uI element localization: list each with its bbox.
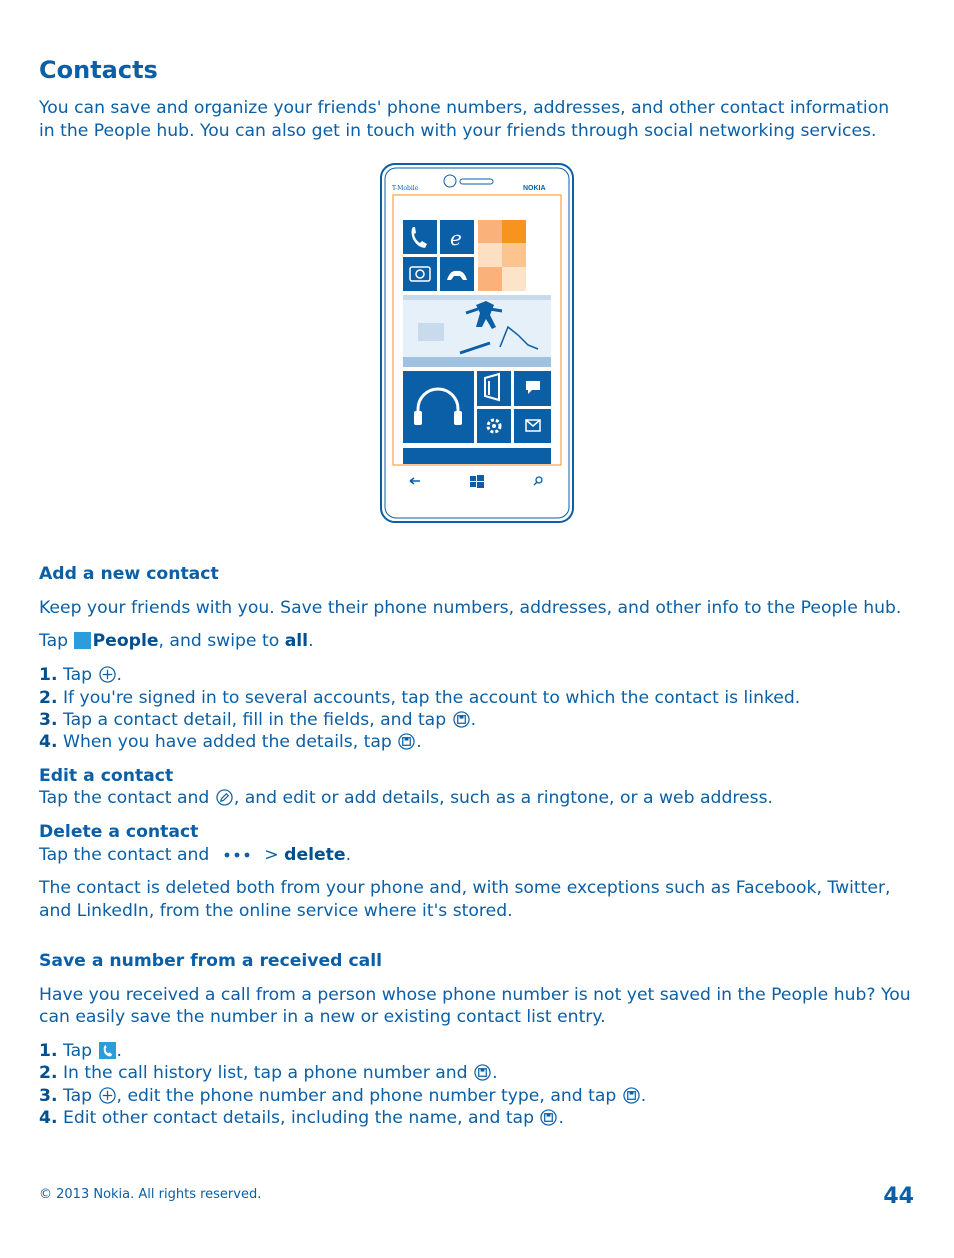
- add-icon: [99, 666, 116, 683]
- add-contact-paragraph: Keep your friends with you. Save their phone numbers, addresses, and other info to the People hub.: [39, 598, 902, 618]
- delete-note-line-1: The contact is deleted both from your phone and, with some exceptions such as Facebook, Twitter,: [39, 878, 891, 898]
- brand-label: NOKIA: [523, 185, 546, 192]
- edit-contact-line: Tap the contact and , and edit or add details, such as a ringtone, or a web address.: [39, 788, 773, 808]
- save-step-1: 1. Tap .: [39, 1041, 123, 1061]
- music-tile: [403, 371, 474, 443]
- phone-illustration: [380, 163, 574, 523]
- save-icon: [474, 1064, 491, 1081]
- more-icon: [215, 846, 259, 863]
- intro-line-1: You can save and organize your friends' phone numbers, addresses, and other contact information: [39, 98, 890, 118]
- save-step-2: 2. In the call history list, tap a phone number and .: [39, 1063, 498, 1083]
- save-icon: [453, 711, 470, 728]
- save-icon: [540, 1109, 557, 1126]
- save-step-4: 4. Edit other contact details, including the name, and tap .: [39, 1108, 564, 1128]
- phone-tile: [403, 220, 437, 254]
- edit-contact-heading: Edit a contact: [39, 766, 174, 786]
- save-number-heading: Save a number from a received call: [39, 951, 383, 971]
- carrier-label: T-Mobile: [392, 185, 419, 192]
- add-contact-tap-line: Tap People, and swipe to all.: [39, 631, 314, 651]
- add-contact-heading: Add a new contact: [39, 564, 219, 584]
- svg-text:e: e: [450, 226, 462, 250]
- add-icon: [99, 1087, 116, 1104]
- save-icon: [623, 1087, 640, 1104]
- phone-tile-icon: [99, 1042, 116, 1059]
- save-step-3: 3. Tap , edit the phone number and phone number type, and tap .: [39, 1086, 647, 1106]
- page-number: 44: [883, 1184, 914, 1209]
- add-step-3: 3. Tap a contact detail, fill in the fields, and tap .: [39, 710, 477, 730]
- people-label: People: [92, 631, 159, 651]
- save-icon: [398, 733, 415, 750]
- save-number-para-line-2: can easily save the number in a new or existing contact list entry.: [39, 1007, 606, 1027]
- camera-tile: [403, 257, 437, 291]
- add-step-2: 2. If you're signed in to several accounts, tap the account to which the contact is linked.: [39, 688, 801, 708]
- delete-contact-line: Tap the contact and > delete.: [39, 845, 352, 865]
- add-step-1: 1. Tap .: [39, 665, 123, 685]
- save-number-para-line-1: Have you received a call from a person whose phone number is not yet saved in the People hub? You: [39, 985, 911, 1005]
- people-tile-icon: [74, 632, 91, 649]
- delete-note-line-2: and LinkedIn, from the online service where it's stored.: [39, 901, 513, 921]
- all-label: all: [284, 631, 309, 651]
- intro-line-2: in the People hub. You can also get in touch with your friends through social networking services.: [39, 121, 877, 141]
- delete-contact-heading: Delete a contact: [39, 822, 199, 842]
- edit-icon: [216, 789, 233, 806]
- delete-label: delete: [284, 845, 346, 865]
- page-title: Contacts: [39, 56, 158, 84]
- copyright-footer: © 2013 Nokia. All rights reserved.: [39, 1187, 262, 1202]
- add-step-4: 4. When you have added the details, tap .: [39, 732, 422, 752]
